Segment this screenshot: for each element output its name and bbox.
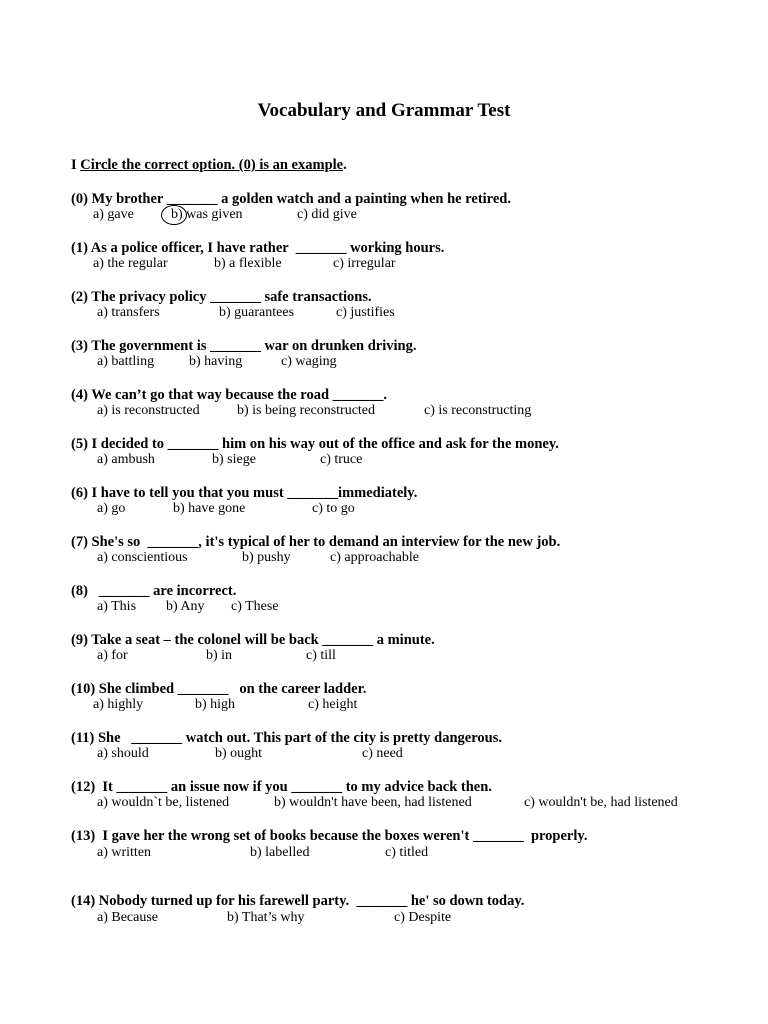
question-7: (7) She's so _______, it's typical of her to demand an interview for the new job. bbox=[71, 534, 561, 550]
option-b[interactable]: b) a flexible bbox=[214, 256, 282, 271]
instruction-prefix: I bbox=[71, 157, 81, 173]
option-a[interactable]: a) is reconstructed bbox=[97, 403, 200, 418]
question-13: (13) I gave her the wrong set of books because the boxes weren't _______ properly. bbox=[71, 828, 588, 844]
option-a[interactable]: a) conscientious bbox=[97, 550, 188, 565]
option-a[interactable]: a) go bbox=[97, 501, 126, 516]
option-b[interactable]: b) was given bbox=[171, 207, 243, 222]
option-a[interactable]: a) Because bbox=[97, 910, 159, 925]
question-8: (8) _______ are incorrect. bbox=[71, 583, 237, 599]
option-b[interactable]: b) siege bbox=[212, 452, 256, 467]
instruction-suffix: . bbox=[343, 157, 347, 173]
question-10: (10) She climbed _______ on the career ladder. bbox=[71, 681, 367, 697]
option-a[interactable]: a) This bbox=[97, 599, 137, 614]
option-c[interactable]: c) Despite bbox=[394, 910, 452, 925]
option-c[interactable]: c) height bbox=[308, 697, 358, 712]
question-11: (11) She _______ watch out. This part of the city is pretty dangerous. bbox=[71, 730, 502, 746]
option-b[interactable]: b) wouldn't have been, had listened bbox=[274, 795, 472, 810]
question-4: (4) We can’t go that way because the road _______. bbox=[71, 387, 388, 403]
page-title: Vocabulary and Grammar Test bbox=[257, 100, 511, 121]
option-a[interactable]: a) battling bbox=[97, 354, 155, 369]
option-c[interactable]: c) wouldn't be, had listened bbox=[524, 795, 678, 810]
option-b[interactable]: b) high bbox=[195, 697, 236, 712]
option-c[interactable]: c) till bbox=[306, 648, 336, 663]
question-14: (14) Nobody turned up for his farewell party. _______ he' so down today. bbox=[71, 893, 525, 909]
option-c[interactable]: c) justifies bbox=[336, 305, 395, 320]
option-a[interactable]: a) for bbox=[97, 648, 128, 663]
option-b[interactable]: b) in bbox=[206, 648, 233, 663]
option-c[interactable]: c) These bbox=[231, 599, 279, 614]
option-a[interactable]: a) written bbox=[97, 845, 152, 860]
option-a[interactable]: a) wouldn`t be, listened bbox=[97, 795, 230, 810]
option-a[interactable]: a) highly bbox=[93, 697, 144, 712]
option-c[interactable]: c) did give bbox=[297, 207, 357, 222]
option-a[interactable]: a) should bbox=[97, 746, 149, 761]
question-9: (9) Take a seat – the colonel will be back _______ a minute. bbox=[71, 632, 435, 648]
question-1: (1) As a police officer, I have rather _______ working hours. bbox=[71, 240, 445, 256]
question-12: (12) It _______ an issue now if you _______ to my advice back then. bbox=[71, 779, 492, 795]
option-c[interactable]: c) approachable bbox=[330, 550, 419, 565]
option-b[interactable]: b) Any bbox=[166, 599, 205, 614]
option-b[interactable]: b) That’s why bbox=[227, 910, 305, 925]
question-2: (2) The privacy policy _______ safe transactions. bbox=[71, 289, 372, 305]
option-b[interactable]: b) pushy bbox=[242, 550, 291, 565]
option-b[interactable]: b) having bbox=[189, 354, 243, 369]
question-0: (0) My brother _______ a golden watch and a painting when he retired. bbox=[71, 191, 511, 207]
option-c[interactable]: c) titled bbox=[385, 845, 429, 860]
option-c[interactable]: c) truce bbox=[320, 452, 363, 467]
option-c[interactable]: c) need bbox=[362, 746, 403, 761]
option-b[interactable]: b) ought bbox=[215, 746, 263, 761]
option-a[interactable]: a) transfers bbox=[97, 305, 160, 320]
answer-circle bbox=[161, 205, 187, 225]
option-c[interactable]: c) to go bbox=[312, 501, 355, 516]
instruction bbox=[71, 156, 347, 174]
option-c[interactable]: c) irregular bbox=[333, 256, 396, 271]
question-3: (3) The government is _______ war on drunken driving. bbox=[71, 338, 417, 354]
option-c[interactable]: c) is reconstructing bbox=[424, 403, 532, 418]
option-a[interactable]: a) gave bbox=[93, 207, 134, 222]
question-5: (5) I decided to _______ him on his way out of the office and ask for the money. bbox=[71, 436, 559, 452]
option-a[interactable]: a) ambush bbox=[97, 452, 155, 467]
option-b[interactable]: b) guarantees bbox=[219, 305, 295, 320]
question-6: (6) I have to tell you that you must _______immediately. bbox=[71, 485, 418, 501]
option-b[interactable]: b) have gone bbox=[173, 501, 246, 516]
option-b[interactable]: b) labelled bbox=[250, 845, 310, 860]
option-a[interactable]: a) the regular bbox=[93, 256, 168, 271]
instruction-text: Circle the correct option. (0) is an example bbox=[80, 157, 344, 173]
option-c[interactable]: c) waging bbox=[281, 354, 337, 369]
option-b[interactable]: b) is being reconstructed bbox=[237, 403, 376, 418]
